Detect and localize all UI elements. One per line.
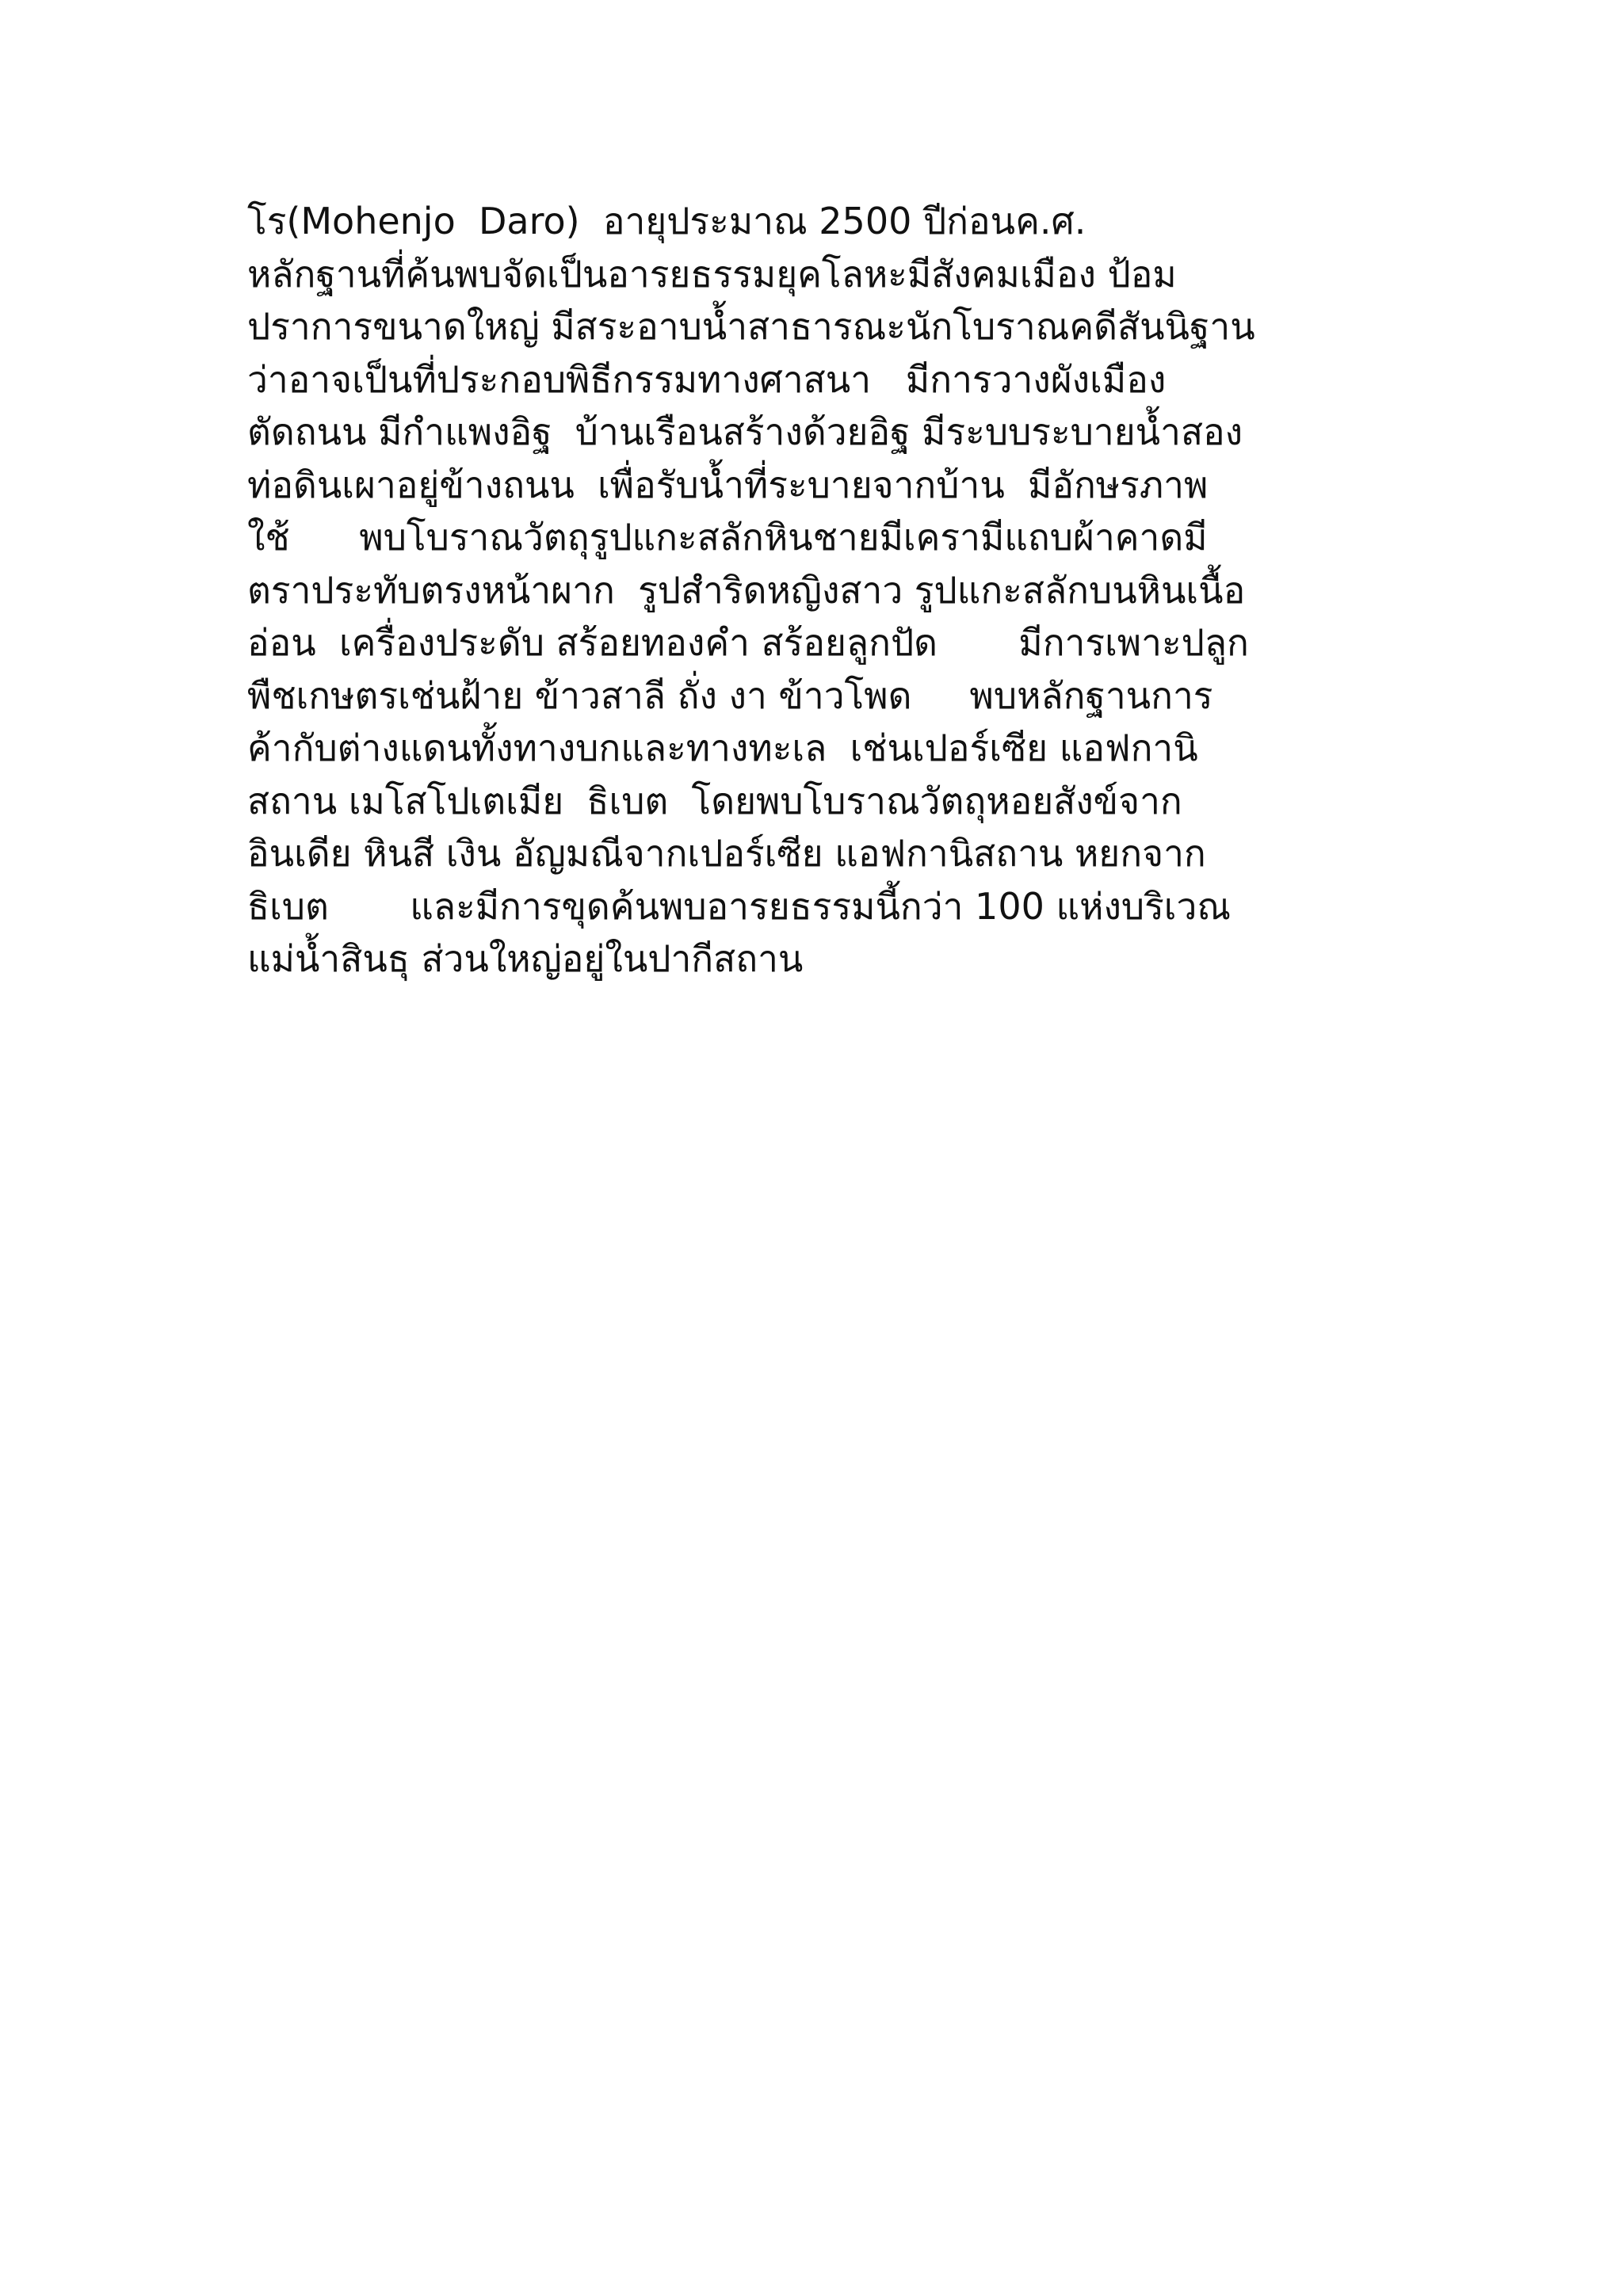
text-line-2: หลักฐานที่ค้นพบจัดเป็นอารยธรรมยุคโลหะมีสังคมเมือง ป้อม xyxy=(247,252,1177,296)
text-line-4: ว่าอาจเป็นที่ประกอบพิธีกรรมทางศาสนา มีการวางผังเมือง xyxy=(247,357,1167,401)
text-line-12: สถาน เมโสโปเตเมีย ธิเบต โดยพบโบราณวัตถุหอยสังข์จาก xyxy=(247,779,1182,822)
text-line-6: ท่อดินเผาอยู่ข้างถนน เพื่อรับน้ำที่ระบายจากบ้าน มีอักษรภาพ xyxy=(247,463,1209,506)
text-line-11: ค้ากับต่างแดนทั้งทางบกและทางทะเล เช่นเปอร์เซีย แอฟกานิ xyxy=(247,727,1198,769)
text-line-7: ใช้ พบโบราณวัตถุรูปแกะสลักหินชายมีเครามีแถบผ้าคาดมี xyxy=(247,516,1208,559)
body-paragraph xyxy=(247,195,1436,986)
text-line-14: ธิเบต และมีการขุดค้นพบอารยธรรมนี้กว่า 100 แห่งบริเวณ xyxy=(247,884,1232,928)
text-line-8: ตราประทับตรงหน้าผาก รูปสำริดหญิงสาว รูปแกะสลักบนหินเนื้อ xyxy=(247,568,1246,612)
text-line-13: อินเดีย หินสี เงิน อัญมณีจากเปอร์เซีย แอฟกานิสถาน หยกจาก xyxy=(247,832,1206,875)
text-line-15: แม่น้ำสินธุ ส่วนใหญ่อยู่ในปากีสถาน xyxy=(247,937,804,980)
text-line-3: ปราการขนาดใหญ่ มีสระอาบน้ำสาธารณะนักโบราณคดีสันนิฐาน xyxy=(247,305,1255,348)
text-line-10: พืชเกษตรเช่นฝ้าย ข้าวสาลี ถั่ง งา ข้าวโพด พบหลักฐานการ xyxy=(247,673,1213,717)
text-line-1: โร(Mohenjo Daro) อายุประมาณ 2500 ปีก่อนค.ศ. xyxy=(247,200,1086,242)
text-line-9: อ่อน เครื่องประดับ สร้อยทองคำ สร้อยลูกปัด มีการเพาะปลูก xyxy=(247,621,1249,664)
text-line-5: ตัดถนน มีกำแพงอิฐ บ้านเรือนสร้างด้วยอิฐ มีระบบระบายน้ำสอง xyxy=(247,410,1243,453)
